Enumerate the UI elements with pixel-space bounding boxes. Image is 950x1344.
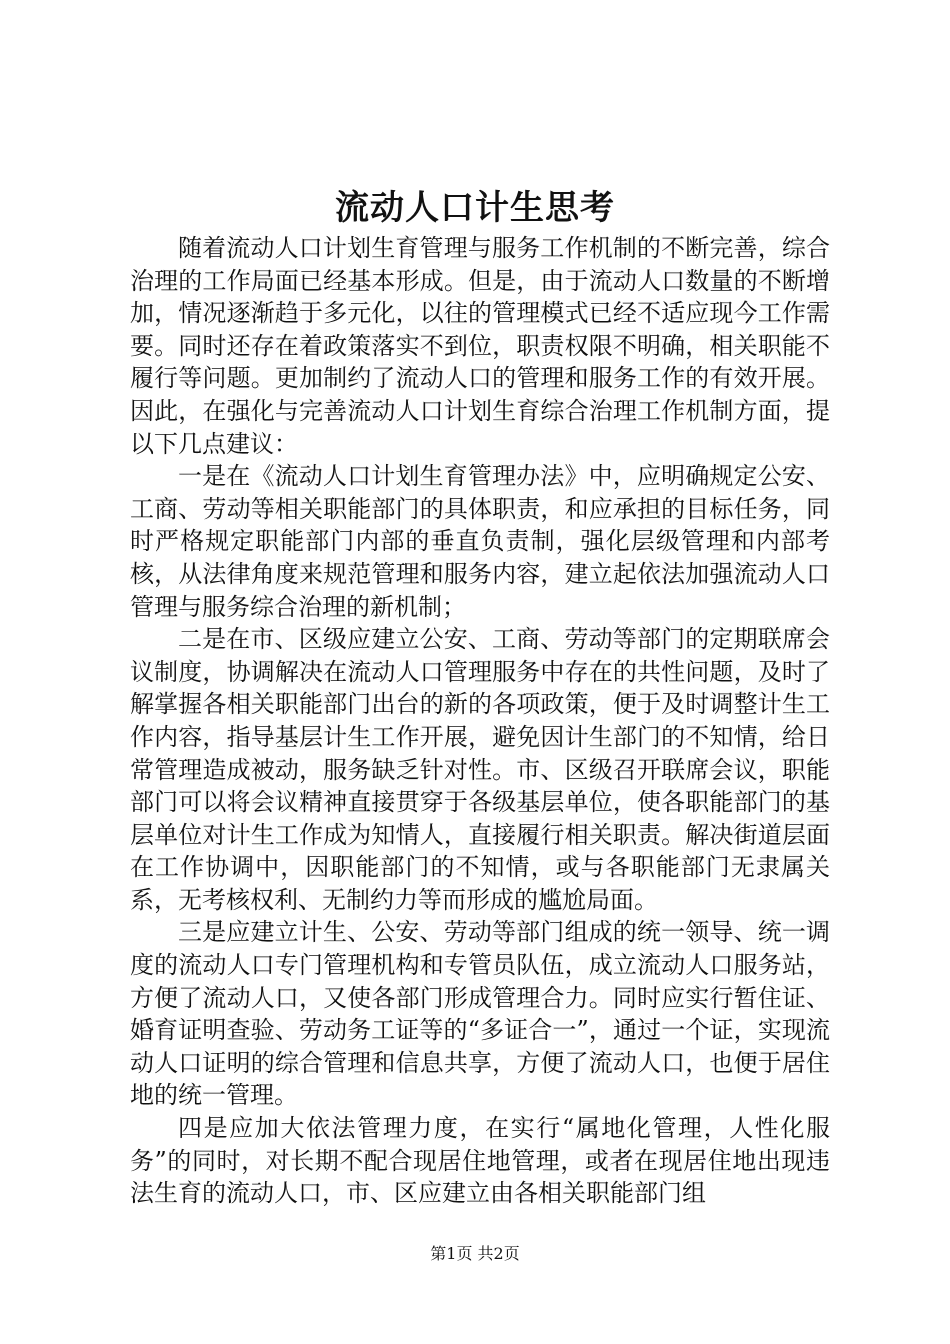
document-title: 流动人口计生思考	[335, 188, 615, 228]
paragraph-suggestion-2: 二是在市、区级应建立公安、工商、劳动等部门的定期联席会议制度，协调解决在流动人口管理服务中存在的共性问题，及时了解掌握各相关职能部门出台的新的各项政策，便于及时调整计生工作内容，指导基层计生工作开展，避免因计生部门的不知情，给日常管理造成被动，服务缺乏针对性。市、区级召开联席会议，职能部门可以将会议精神直接贯穿于各级基层单位，使各职能部门的基层单位对计生工作成为知情人，直接履行相关职责。解决街道层面在工作协调中，因职能部门的不知情，或与各职能部门无隶属关系，无考核权利、无制约力等而形成的尴尬局面。	[130, 625, 830, 914]
paragraph-suggestion-3: 三是应建立计生、公安、劳动等部门组成的统一领导、统一调度的流动人口专门管理机构和专管员队伍，成立流动人口服务站，方便了流动人口，又使各部门形成管理合力。同时应实行暂住证、婚育证明查验、劳动务工证等的“多证合一”，通过一个证，实现流动人口证明的综合管理和信息共享，方便了流动人口，也便于居住地的统一管理。	[130, 918, 830, 1110]
paragraph-intro: 随着流动人口计划生育管理与服务工作机制的不断完善，综合治理的工作局面已经基本形成。但是，由于流动人口数量的不断增加，情况逐渐趋于多元化，以往的管理模式已经不适应现今工作需要。同时还存在着政策落实不到位，职责权限不明确，相关职能不履行等问题。更加制约了流动人口的管理和服务工作的有效开展。因此，在强化与完善流动人口计划生育综合治理工作机制方面，提以下几点建议：	[130, 234, 830, 458]
page-footer: 第1页 共2页	[430, 1244, 520, 1263]
document-body	[130, 232, 830, 1210]
paragraph-suggestion-1: 一是在《流动人口计划生育管理办法》中，应明确规定公安、工商、劳动等相关职能部门的具体职责，和应承担的目标任务，同时严格规定职能部门内部的垂直负责制，强化层级管理和内部考核，从法律角度来规范管理和服务内容，建立起依法加强流动人口管理与服务综合治理的新机制；	[130, 462, 830, 621]
paragraph-suggestion-4: 四是应加大依法管理力度，在实行“属地化管理，人性化服务”的同时，对长期不配合现居住地管理，或者在现居住地出现违法生育的流动人口，市、区应建立由各相关职能部门组	[130, 1114, 830, 1208]
